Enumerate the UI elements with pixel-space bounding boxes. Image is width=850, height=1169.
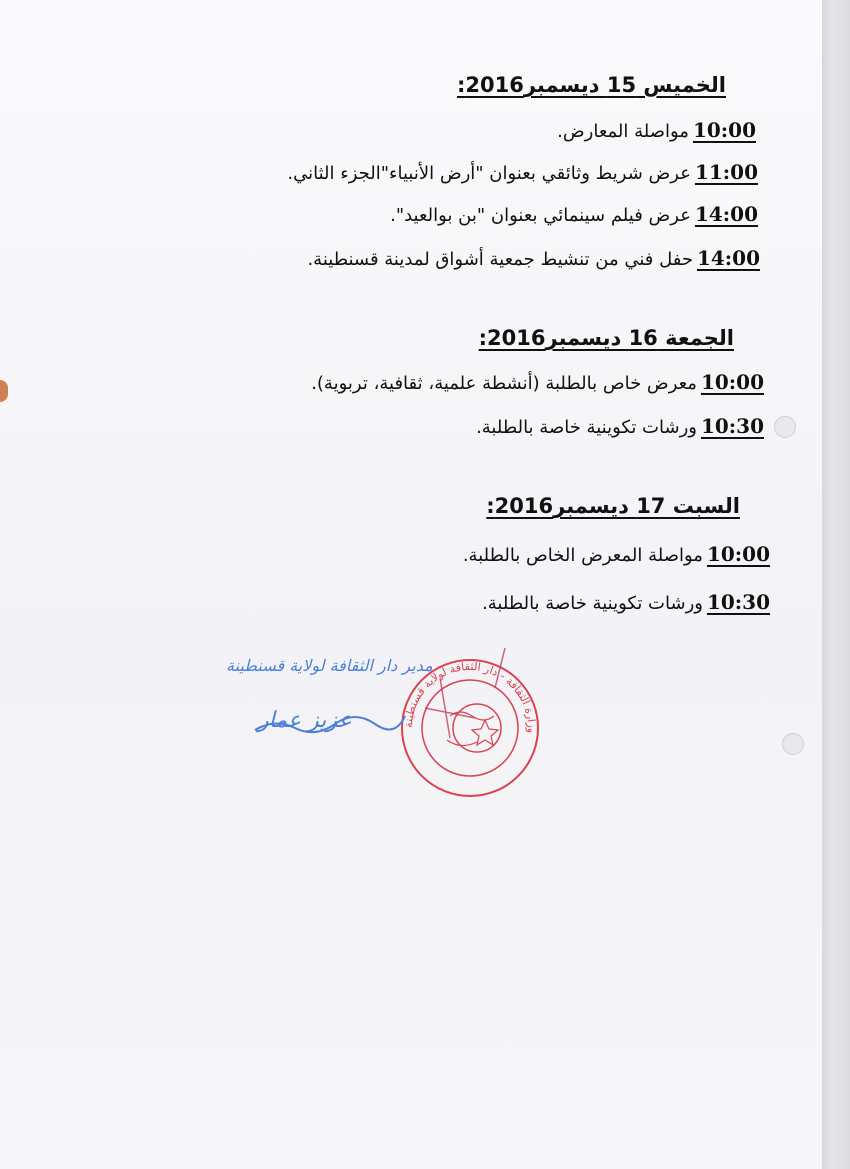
schedule-item bbox=[311, 370, 764, 394]
schedule-text: عرض فيلم سينمائي بعنوان "بن بوالعيد". bbox=[390, 205, 691, 226]
schedule-text: عرض شريط وثائقي بعنوان "أرض الأنبياء"الجزء الثاني. bbox=[287, 163, 691, 184]
schedule-time: 10:00 bbox=[692, 118, 756, 142]
schedule-text: حفل فني من تنشيط جمعية أشواق لمدينة قسنطينة. bbox=[307, 249, 693, 270]
schedule-item bbox=[287, 160, 758, 184]
day-heading-friday: الجمعة 16 ديسمبر2016: bbox=[478, 326, 734, 350]
schedule-time: 10:30 bbox=[706, 590, 770, 614]
signatory-title: مدير دار الثقافة لولاية قسنطينة bbox=[226, 656, 433, 675]
punch-hole-bottom bbox=[782, 733, 804, 755]
schedule-item bbox=[463, 542, 770, 566]
stamp-ring-text: وزارة الثقافة - دار الثقافة لولاية قسنطينة bbox=[401, 659, 539, 734]
punch-hole-top bbox=[774, 416, 796, 438]
schedule-time: 10:00 bbox=[700, 370, 764, 394]
schedule-item bbox=[482, 590, 770, 614]
schedule-item bbox=[557, 118, 756, 142]
schedule-text: معرض خاص بالطلبة (أنشطة علمية، ثقافية، تربوية). bbox=[311, 373, 697, 394]
schedule-item bbox=[307, 246, 760, 270]
schedule-time: 10:30 bbox=[700, 414, 764, 438]
day-heading-thursday: الخميس 15 ديسمبر2016: bbox=[456, 73, 726, 97]
schedule-text: ورشات تكوينية خاصة بالطلبة. bbox=[482, 593, 703, 614]
scan-edge bbox=[822, 0, 850, 1169]
schedule-item bbox=[390, 202, 758, 226]
schedule-text: ورشات تكوينية خاصة بالطلبة. bbox=[476, 417, 697, 438]
schedule-time: 14:00 bbox=[694, 202, 758, 226]
schedule-item bbox=[476, 414, 764, 438]
day-heading-saturday: السبت 17 ديسمبر2016: bbox=[486, 494, 740, 518]
schedule-time: 14:00 bbox=[696, 246, 760, 270]
schedule-text: مواصلة المعارض. bbox=[557, 121, 689, 142]
signatory-name: عزيز عمار bbox=[258, 708, 352, 733]
schedule-text: مواصلة المعرض الخاص بالطلبة. bbox=[462, 545, 703, 566]
schedule-time: 11:00 bbox=[694, 160, 758, 184]
schedule-time: 10:00 bbox=[706, 542, 770, 566]
signature-scribble bbox=[250, 700, 410, 740]
